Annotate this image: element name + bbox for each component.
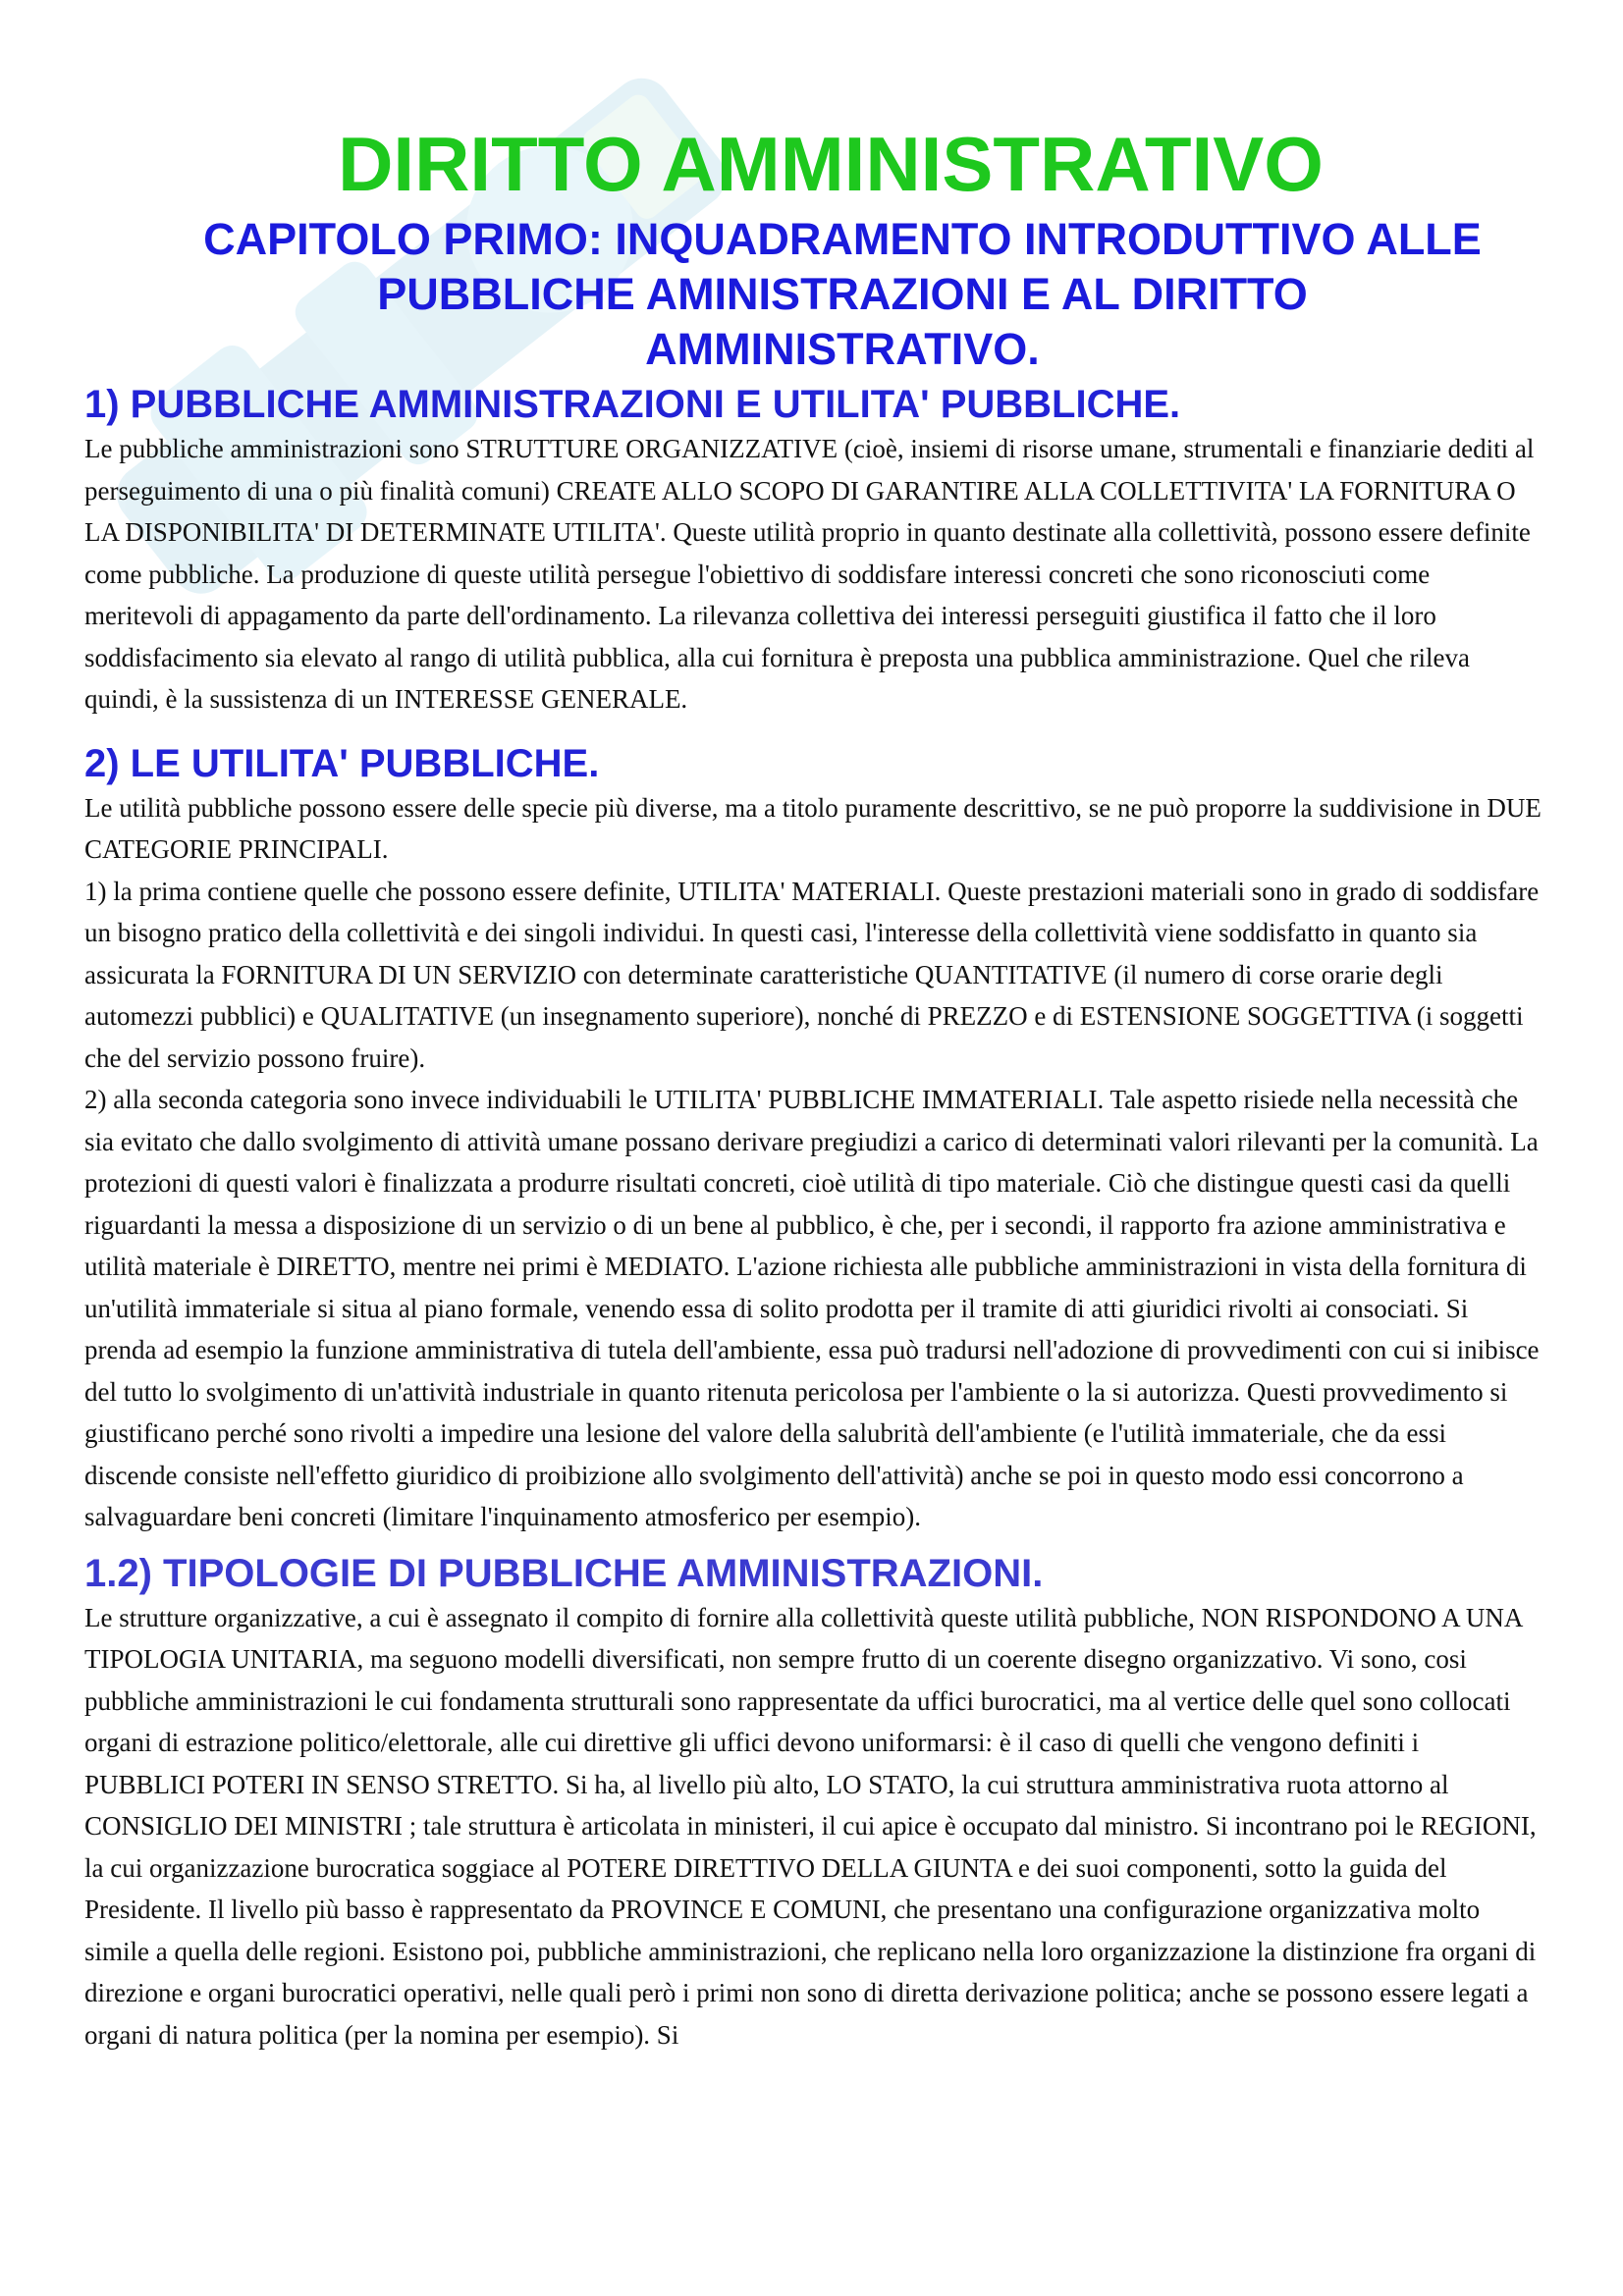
paragraph: Le strutture organizzative, a cui è assegnato il compito di fornire alla collettività queste utilità pubbliche, NON RISPONDONO A UNA TIPOLOGIA UNITARIA, ma seguono modelli diversificati, non sempre frutto di un coerente disegno organizzativo. Vi sono, cosi pubbliche amministrazioni le cui fondamenta strutturali sono rappresentate da uffici burocratici, ma al vertice delle quel sono collocati organi di estrazione politico/elettorale, alle cui direttive gli uffici devono uniformarsi: è il caso di quelli che vengono definiti i PUBBLICI POTERI IN SENSO STRETTO. Si ha, al livello più alto, LO STATO, la cui struttura amministrativa ruota attorno al CONSIGLIO DEI MINISTRI ; tale struttura è articolata in ministeri, il cui apice è occupato dal ministro. Si incontrano poi le REGIONI, la cui organizzazione burocratica soggiace al POTERE DIRETTIVO DELLA GIUNTA e dei suoi componenti, sotto la guida del Presidente. Il livello più basso è rappresentato da PROVINCE E COMUNI, che presentano una configurazione organizzativa molto simile a quella delle regioni. Esistono poi, pubbliche amministrazioni, che replicano nella loro organizzazione la distinzione fra organi di direzione e organi burocratici operativi, nelle quali però i primi non sono di diretta derivazione politica; anche se possono essere legati a organi di natura politica (per la nomina per esempio). Si — [84, 1602, 1537, 2050]
paragraph: 1) la prima contiene quelle che possono essere definite, UTILITA' MATERIALI. Queste prestazioni materiali sono in grado di soddisfare un bisogno pratico della collettività e dei singoli individui. In questi casi, l'interesse della collettività viene soddisfatto in quanto sia assicurata la FORNITURA DI UN SERVIZIO con determinate caratteristiche QUANTITATIVE (il numero di corse orarie degli automezzi pubblici) e QUALITATIVE (un insegnamento superiore), nonché di PREZZO e di ESTENSIONE SOGGETTIVA (i soggetti che del servizio possono fruire). — [84, 876, 1540, 1073]
section-heading: 1) PUBBLICHE AMMINISTRAZIONI E UTILITA' PUBBLICHE. — [84, 383, 1181, 426]
paragraph: Le pubbliche amministrazioni sono STRUTTURE ORGANIZZATIVE (cioè, insiemi di risorse umane, strumentali e finanziarie dediti al perseguimento di una o più finalità comuni) CREATE ALLO SCOPO DI GARANTIRE ALLA COLLETTIVITA' LA FORNITURA O LA DISPONIBILITA' DI DETERMINATE UTILITA'. Queste utilità proprio in quanto destinate alla collettività, possono essere definite come pubbliche. La produzione di queste utilità persegue l'obiettivo di soddisfare interessi concreti che sono riconosciuti come meritevoli di appagamento da parte dell'ordinamento. La rilevanza collettiva dei interessi perseguiti giustifica il fatto che il loro soddisfacimento sia elevato al rango di utilità pubblica, alla cui fornitura è preposta una pubblica amministrazione. Quel che rileva quindi, è la sussistenza di un INTERESSE GENERALE. — [84, 434, 1535, 714]
section-heading: 1.2) TIPOLOGIE DI PUBBLICHE AMMINISTRAZIONI. — [84, 1551, 1044, 1595]
section-heading: 2) LE UTILITA' PUBBLICHE. — [84, 741, 600, 785]
section-tipologie — [84, 1550, 1542, 2056]
document-page — [84, 118, 1542, 2056]
section-utilita-pubbliche — [84, 740, 1542, 1538]
paragraph: Le utilità pubbliche possono essere delle specie più diverse, ma a titolo puramente descrittivo, se ne può proporre la suddivisione in DUE CATEGORIE PRINCIPALI. — [84, 792, 1542, 864]
chapter-title: CAPITOLO PRIMO: INQUADRAMENTO INTRODUTTIVO ALLE PUBBLICHE AMINISTRAZIONI E AL DIRITTO AMMINISTRATIVO. — [203, 214, 1482, 374]
section-pubbliche-amministrazioni — [84, 381, 1542, 721]
paragraph: 2) alla seconda categoria sono invece individuabili le UTILITA' PUBBLICHE IMMATERIALI. Tale aspetto risiede nella necessità che sia evitato che dallo svolgimento di attività umane possano derivare pregiudizi a carico di determinati valori rilevanti per la comunità. La protezioni di questi valori è finalizzata a produrre risultati concreti, cioè utilità di tipo materiale. Ciò che distingue questi casi da quelli riguardanti la messa a disposizione di un servizio o di un bene al pubblico, è che, per i secondi, il rapporto fra azione amministrativa e utilità materiale è DIRETTO, mentre nei primi è MEDIATO. L'azione richiesta alle pubbliche amministrazioni in vista della fornitura di un'utilità immateriale si situa al piano formale, venendo essa di solito prodotta per il tramite di atti giuridici rivolti ai consociati. Si prenda ad esempio la funzione amministrativa di tutela dell'ambiente, essa può tradursi nell'adozione di provvedimenti con cui si inibisce del tutto lo svolgimento di un'attività industriale in quanto ritenuta pericolosa per l'ambiente o la si autorizza. Questi provvedimento si giustificano perché sono rivolti a impedire una lesione del valore della salubrità dell'ambiente (e l'utilità immateriale, che da essi discende consiste nell'effetto giuridico di proibizione allo svolgimento dell'attività) anche se poi in questo modo essi concorrono a salvaguardare beni concreti (limitare l'inquinamento atmosferico per esempio). — [84, 1085, 1540, 1531]
document-title: DIRITTO AMMINISTRATIVO — [338, 121, 1324, 207]
